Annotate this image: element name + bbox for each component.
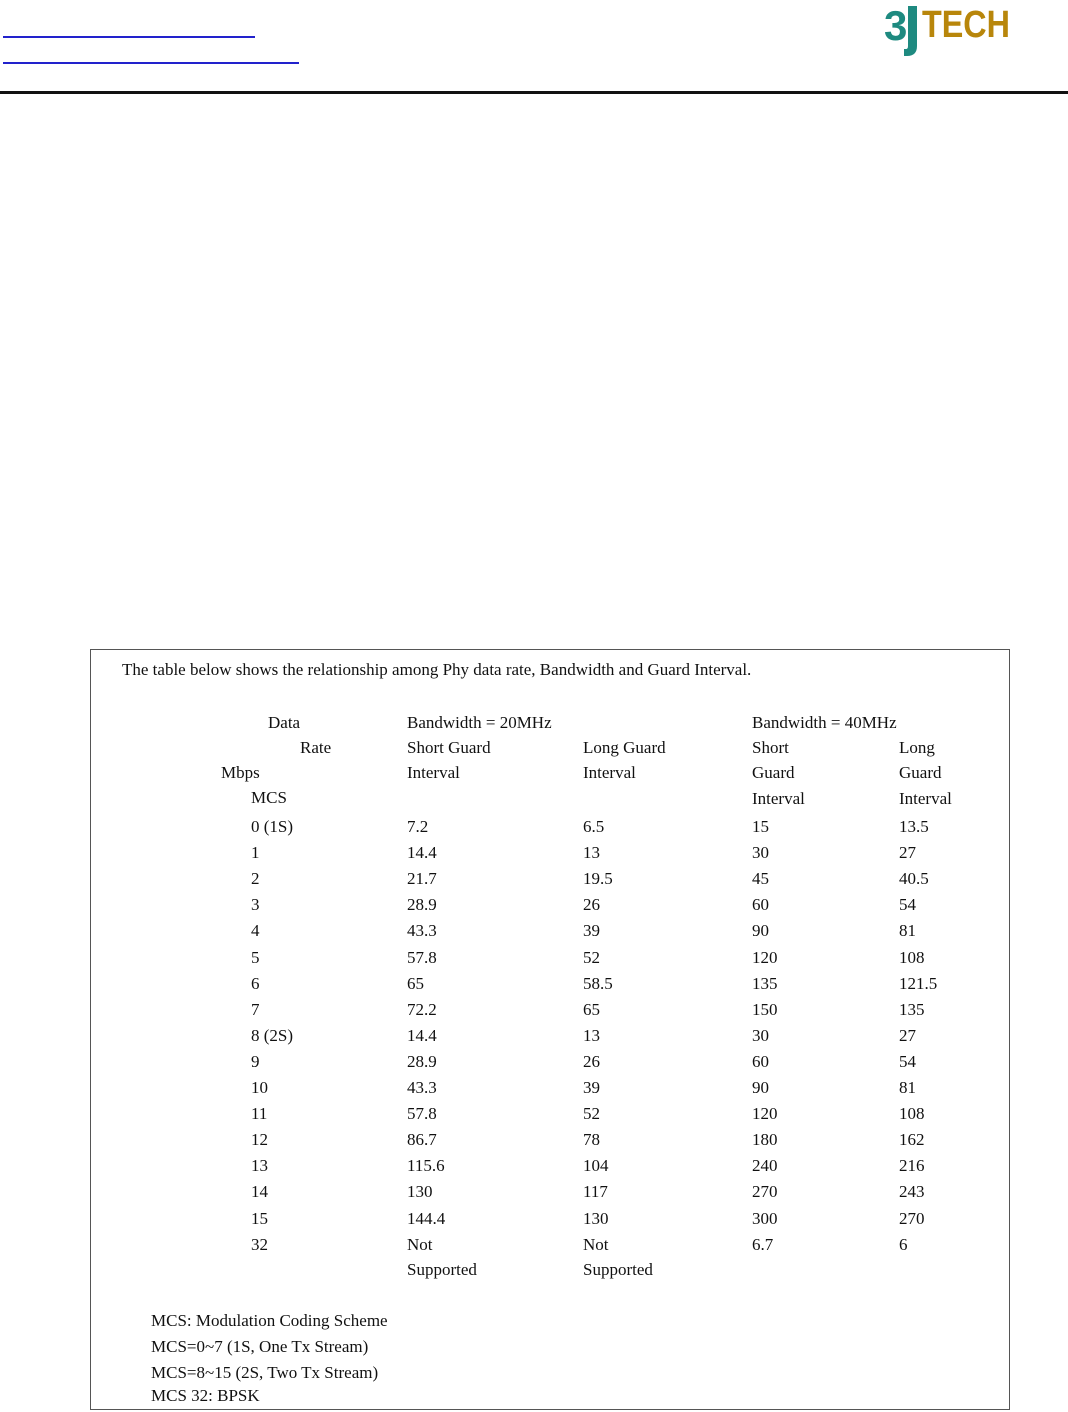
bw20-long-cell: 78 <box>583 1130 600 1149</box>
bw40-long-cell: 243 <box>899 1182 925 1201</box>
header-link-1[interactable] <box>3 36 255 38</box>
header-rate: Rate <box>300 738 332 757</box>
mcs-cell: 10 <box>251 1078 268 1097</box>
bw40-long-cell: 40.5 <box>899 869 929 888</box>
bw40-short-cell: 60 <box>752 1052 769 1071</box>
bw20-short-cell: 43.3 <box>407 921 437 940</box>
bw20-long-cell: 13 <box>583 843 600 862</box>
bw20-short-cell: 43.3 <box>407 1078 437 1097</box>
bw20-long-cell-continuation: Supported <box>583 1260 653 1279</box>
header-rule <box>0 91 1068 94</box>
header-40-long-3: Interval <box>899 789 952 808</box>
bw40-short-cell: 6.7 <box>752 1235 774 1254</box>
logo-icon <box>884 0 1014 60</box>
bw40-short-cell: 270 <box>752 1182 778 1201</box>
bw20-long-cell: 19.5 <box>583 869 613 888</box>
bw40-long-cell: 108 <box>899 948 925 967</box>
bw20-long-cell: 130 <box>583 1209 609 1228</box>
header-40-short-3: Interval <box>752 789 805 808</box>
bw40-short-cell: 45 <box>752 869 769 888</box>
bw40-long-cell: 81 <box>899 921 916 940</box>
bw40-long-cell: 162 <box>899 1130 925 1149</box>
bw40-long-cell: 216 <box>899 1156 925 1175</box>
header-40-long-1: Long <box>899 738 935 757</box>
bw40-long-cell: 27 <box>899 1026 916 1045</box>
header-20-short-2: Interval <box>407 763 460 782</box>
bw20-short-cell: 115.6 <box>407 1156 445 1175</box>
bw20-short-cell: 86.7 <box>407 1130 437 1149</box>
header-data: Data <box>268 713 301 732</box>
bw40-long-cell: 108 <box>899 1104 925 1123</box>
bw20-short-cell: 72.2 <box>407 1000 437 1019</box>
mcs-cell: 32 <box>251 1235 268 1254</box>
header-20-long-1: Long Guard <box>583 738 666 757</box>
mcs-cell: 8 (2S) <box>251 1026 294 1045</box>
bw40-long-cell: 54 <box>899 895 916 914</box>
mcs-cell: 14 <box>251 1182 268 1201</box>
mcs-cell: 1 <box>251 843 260 862</box>
svg-text:TECH: TECH <box>922 4 1010 46</box>
bw20-long-cell: 13 <box>583 1026 600 1045</box>
bw40-long-cell: 135 <box>899 1000 925 1019</box>
footnote-mcs: MCS: Modulation Coding Scheme <box>151 1311 388 1330</box>
footnote-bpsk: MCS 32: BPSK <box>151 1386 260 1405</box>
bw20-long-cell: 117 <box>583 1182 608 1201</box>
mcs-cell: 0 (1S) <box>251 817 294 836</box>
bw20-short-cell: 57.8 <box>407 948 437 967</box>
header-mbps: Mbps <box>221 763 260 782</box>
bw20-short-cell: 14.4 <box>407 1026 437 1045</box>
mcs-cell: 12 <box>251 1130 268 1149</box>
bw20-short-cell: 130 <box>407 1182 433 1201</box>
bw20-long-cell: 65 <box>583 1000 600 1019</box>
bw20-short-cell: 14.4 <box>407 843 437 862</box>
header-20-short-1: Short Guard <box>407 738 491 757</box>
bw40-short-cell: 30 <box>752 843 769 862</box>
header-20-long-2: Interval <box>583 763 636 782</box>
bw20-short-cell: 28.9 <box>407 895 437 914</box>
bw40-short-cell: 150 <box>752 1000 778 1019</box>
mcs-cell: 3 <box>251 895 260 914</box>
bw40-short-cell: 15 <box>752 817 769 836</box>
bw40-long-cell: 27 <box>899 843 916 862</box>
intro-text: The table below shows the relationship among Phy data rate, Bandwidth and Guard Interval. <box>122 660 752 679</box>
bw20-short-cell: 7.2 <box>407 817 429 836</box>
bw20-long-cell: 104 <box>583 1156 609 1175</box>
header-mcs: MCS <box>251 788 287 807</box>
bw40-short-cell: 300 <box>752 1209 778 1228</box>
bw40-long-cell: 13.5 <box>899 817 929 836</box>
svg-text:3: 3 <box>884 2 908 49</box>
bw40-short-cell: 135 <box>752 974 778 993</box>
bw40-short-cell: 60 <box>752 895 769 914</box>
bw40-short-cell: 180 <box>752 1130 778 1149</box>
bw40-long-cell: 6 <box>899 1235 908 1254</box>
header-bw40: Bandwidth = 40MHz <box>752 713 897 732</box>
bw40-short-cell: 30 <box>752 1026 769 1045</box>
header-40-short-1: Short <box>752 738 789 757</box>
mcs-cell: 2 <box>251 869 260 888</box>
bw20-short-cell: 21.7 <box>407 869 437 888</box>
mcs-cell: 4 <box>251 921 260 940</box>
header-40-long-2: Guard <box>899 763 942 782</box>
bw20-short-cell: 144.4 <box>407 1209 446 1228</box>
bw20-short-cell-continuation: Supported <box>407 1260 477 1279</box>
mcs-cell: 9 <box>251 1052 260 1071</box>
footnote-2s: MCS=8~15 (2S, Two Tx Stream) <box>151 1363 379 1382</box>
bw20-long-cell: 52 <box>583 1104 600 1123</box>
bw40-long-cell: 270 <box>899 1209 925 1228</box>
bw20-long-cell: 39 <box>583 1078 600 1097</box>
mcs-cell: 15 <box>251 1209 268 1228</box>
bw40-long-cell: 81 <box>899 1078 916 1097</box>
bw20-long-cell: Not <box>583 1235 609 1254</box>
bw20-short-cell: 28.9 <box>407 1052 437 1071</box>
bw40-short-cell: 120 <box>752 1104 778 1123</box>
header-link-2[interactable] <box>3 62 299 64</box>
bw20-long-cell: 52 <box>583 948 600 967</box>
bw40-long-cell: 54 <box>899 1052 916 1071</box>
bw20-long-cell: 26 <box>583 1052 600 1071</box>
mcs-cell: 5 <box>251 948 260 967</box>
mcs-cell: 11 <box>251 1104 268 1123</box>
footnote-1s: MCS=0~7 (1S, One Tx Stream) <box>151 1337 369 1356</box>
bw20-long-cell: 39 <box>583 921 600 940</box>
mcs-cell: 13 <box>251 1156 268 1175</box>
bw20-long-cell: 6.5 <box>583 817 605 836</box>
bw20-long-cell: 58.5 <box>583 974 613 993</box>
bw40-long-cell: 121.5 <box>899 974 938 993</box>
bw20-short-cell: 57.8 <box>407 1104 437 1123</box>
bw20-short-cell: Not <box>407 1235 433 1254</box>
bw20-long-cell: 26 <box>583 895 600 914</box>
bw40-short-cell: 90 <box>752 1078 769 1097</box>
bw40-short-cell: 90 <box>752 921 769 940</box>
header-40-short-2: Guard <box>752 763 795 782</box>
mcs-cell: 7 <box>251 1000 260 1019</box>
header-bw20: Bandwidth = 20MHz <box>407 713 552 732</box>
mcs-cell: 6 <box>251 974 260 993</box>
bw40-short-cell: 240 <box>752 1156 778 1175</box>
bw20-short-cell: 65 <box>407 974 424 993</box>
company-logo <box>884 0 1014 60</box>
bw40-short-cell: 120 <box>752 948 778 967</box>
